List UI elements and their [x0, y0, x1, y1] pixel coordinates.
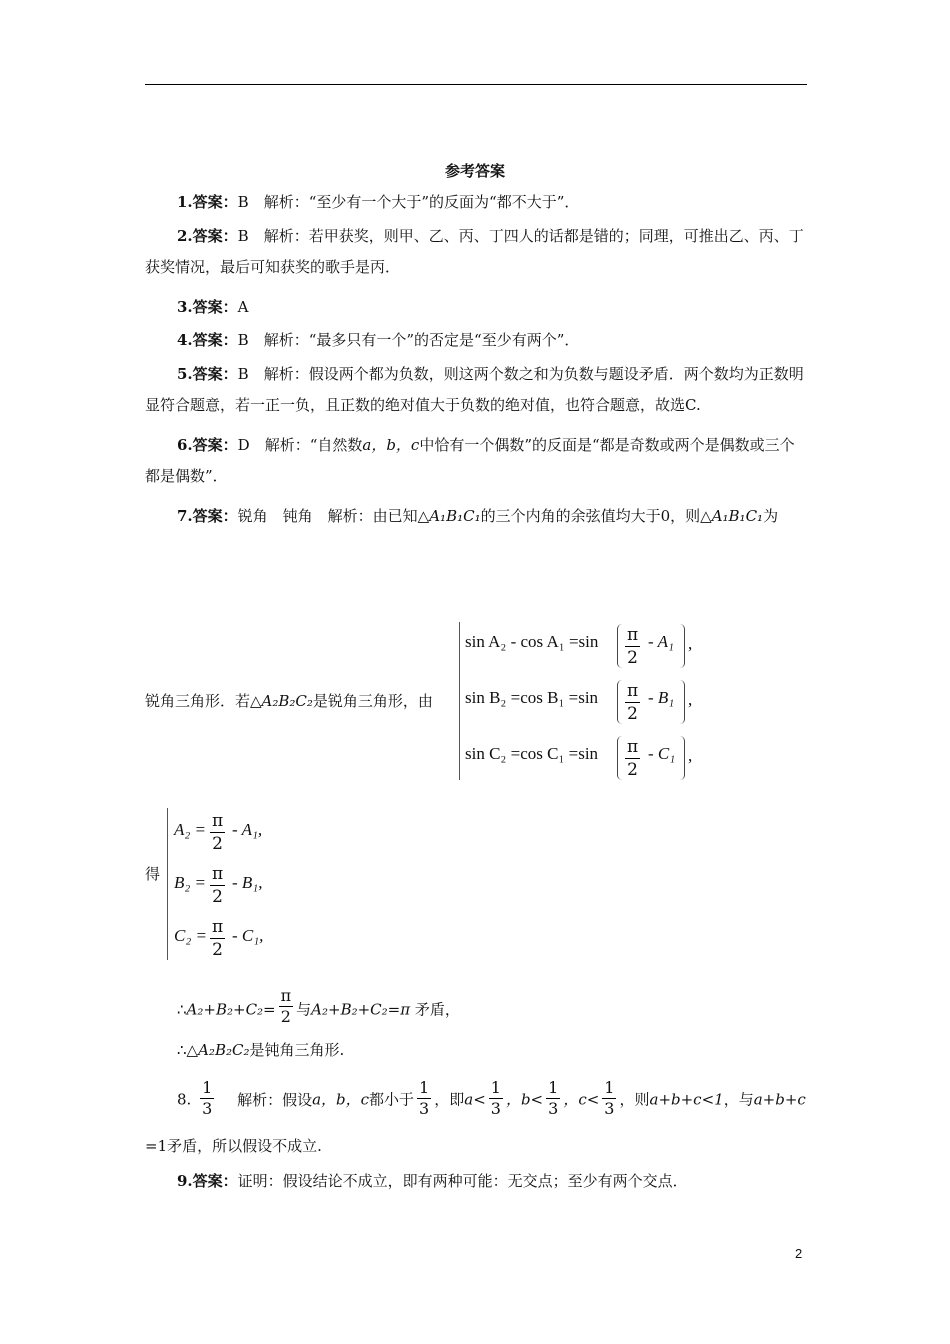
system-brace [459, 622, 463, 780]
denominator: 3 [604, 1099, 615, 1118]
equation-rest [232, 820, 262, 840]
therefore-symbol: ∴ [177, 1000, 187, 1019]
answer-2 [145, 221, 807, 283]
answer-text: 是钝角三角形. [249, 1041, 345, 1059]
answer-7 [145, 501, 807, 532]
answer-label: 3.答案： [177, 298, 238, 316]
fraction [210, 863, 225, 908]
answer-label: 7.答案： [177, 507, 238, 525]
expression: a+b+c [753, 1090, 806, 1109]
page-title: 参考答案 [444, 162, 505, 180]
answer-text: ，即 [434, 1090, 465, 1109]
therefore-symbol: ∴△ [177, 1041, 199, 1059]
numerator: π [280, 986, 292, 1005]
fraction [602, 1078, 616, 1119]
answer-text: 与 [296, 1000, 312, 1019]
variables: a，b，c [312, 1090, 370, 1109]
answer-label: 4.答案： [177, 331, 238, 349]
denominator: 3 [548, 1099, 559, 1118]
page-number: 2 [795, 1246, 803, 1261]
answer-text: B 解析：假设两个都为负数，则这两个数之和为负数与题设矛盾．两个数均为正数明显符合题意，若一正一负，且正数的绝对值大于负数的绝对值，也符合题意，故选C. [145, 365, 804, 414]
answer-text: ，则 [619, 1090, 650, 1109]
fraction [625, 736, 640, 781]
answer-text: 是锐角三角形，由 [312, 692, 433, 710]
denominator: 3 [202, 1099, 213, 1118]
expression: a< [464, 1090, 486, 1109]
denominator: 3 [419, 1099, 430, 1118]
equation-rest [232, 873, 262, 893]
variables: a，b，c [362, 436, 420, 454]
denominator: 2 [212, 887, 223, 907]
right-paren [680, 624, 685, 668]
equation-term: - C₁, [232, 926, 264, 945]
equation-lhs: B₂ = [174, 873, 207, 892]
equation-term: - C₁ [648, 744, 676, 763]
numerator: π [212, 917, 224, 937]
fraction [625, 624, 640, 669]
equation-lhs: A₂ = [174, 820, 207, 839]
fraction [489, 1078, 503, 1119]
equation-rest [232, 926, 263, 946]
triangle-a1b1c1: A₁B₁C₁ [711, 507, 764, 525]
header-rule [145, 84, 807, 85]
equation-row [465, 632, 598, 652]
numerator: 1 [419, 1078, 430, 1097]
fraction [200, 1078, 214, 1119]
triangle-a2b2c2: A₂B₂C₂ [198, 1041, 250, 1059]
equation-rest [648, 632, 674, 652]
answer-label: 5.答案： [177, 365, 238, 383]
denominator: 3 [490, 1099, 501, 1118]
right-paren [680, 680, 685, 724]
fraction [546, 1078, 560, 1119]
answer-text: 中恰有一个偶数”的反面是“都是奇数或两个是偶数或三个都是偶数”． [145, 436, 795, 485]
answer-text: 解析：假设 [237, 1090, 313, 1109]
triangle-a1b1c1: A₁B₁C₁ [429, 507, 481, 525]
equation-term: - A₁, [232, 820, 263, 839]
expression: A₂+B₂+C₂=π [311, 1000, 411, 1019]
numerator: π [212, 811, 224, 831]
triangle-a2b2c2: A₂B₂C₂ [261, 692, 313, 710]
equation-term: - B₁ [648, 688, 675, 707]
answer-3 [145, 292, 807, 323]
left-paren [617, 736, 622, 780]
answer-9 [145, 1166, 807, 1197]
equation-row [465, 744, 598, 764]
numerator: π [627, 625, 639, 645]
answer-text: D 解析：“自然数 [237, 436, 363, 454]
answer-text: A [237, 298, 249, 316]
expression: a+b+c<1 [649, 1090, 724, 1109]
equation-lhs: sin C₂ =cos C₁ =sin [465, 744, 599, 763]
equation-rest [648, 744, 675, 764]
numerator: 1 [490, 1078, 501, 1097]
answer-5 [145, 359, 807, 421]
left-paren [617, 624, 622, 668]
equation-rest [648, 688, 674, 708]
equation-end: , [688, 690, 693, 709]
therefore-line-2 [177, 1035, 797, 1066]
denominator: 2 [212, 834, 223, 854]
equation-row [174, 926, 207, 946]
de-label: 得 [145, 865, 161, 883]
answer-text: 的三个内角的余弦值均大于0，则△ [480, 507, 712, 525]
answer-text: B 解析：“至少有一个大于”的反面为“都不大于”． [237, 193, 580, 211]
answer-text: 证明：假设结论不成立，即有两种可能：无交点；至少有两个交点． [237, 1172, 688, 1190]
left-paren [617, 680, 622, 724]
answer-text: B 解析：“最多只有一个”的否定是“至少有两个”． [237, 331, 580, 349]
numerator: 1 [604, 1078, 615, 1097]
answer-6 [145, 430, 807, 492]
answer-label: 1.答案： [177, 193, 238, 211]
fraction [210, 810, 225, 855]
expression: ，c< [563, 1090, 600, 1109]
answer-label: 2.答案： [177, 227, 238, 245]
denominator: 2 [212, 940, 223, 960]
denominator: 2 [627, 704, 638, 724]
answer-1 [145, 187, 807, 218]
answer-text: 为 [763, 507, 779, 525]
expression: A₂+B₂+C₂= [186, 1000, 276, 1019]
answer-text: 都小于 [369, 1090, 415, 1109]
denominator: 2 [280, 1007, 291, 1026]
equation-end: , [688, 634, 693, 653]
equation-term: - A₁ [648, 632, 674, 651]
equation-row [465, 688, 598, 708]
right-paren [680, 736, 685, 780]
equation-lhs: C₂ = [174, 926, 207, 945]
answer-4 [145, 325, 807, 356]
numerator: π [627, 681, 639, 701]
numerator: 1 [202, 1078, 213, 1097]
equation-lhs: sin A₂ - cos A₁ =sin [465, 632, 599, 651]
equation-row [174, 820, 206, 840]
expression: ，b< [505, 1090, 544, 1109]
answer-text: 矛盾， [414, 1000, 460, 1019]
fraction [279, 986, 294, 1027]
answer-text: 锐角三角形．若△ [145, 692, 262, 710]
denominator: 2 [627, 760, 638, 780]
answer-text: 锐角 钝角 解析：由已知△ [237, 507, 430, 525]
system-brace [167, 808, 171, 960]
fraction [625, 680, 640, 725]
answer-number: 8. [177, 1090, 192, 1109]
denominator: 2 [627, 648, 638, 668]
numerator: π [627, 737, 639, 757]
numerator: π [212, 864, 224, 884]
fraction [417, 1078, 431, 1119]
answer-8 [177, 1080, 807, 1130]
answer-8-line-2: =1矛盾，所以假设不成立. [145, 1137, 322, 1155]
numerator: 1 [548, 1078, 559, 1097]
answer-label: 9.答案： [177, 1172, 238, 1190]
fraction [210, 916, 225, 961]
equation-lhs: sin B₂ =cos B₁ =sin [465, 688, 599, 707]
answer-text: B 解析：若甲获奖，则甲、乙、丙、丁四人的话都是错的；同理，可推出乙、丙、丁获奖情况，最后可知获奖的歌手是丙． [145, 227, 804, 276]
equation-term: - B₁, [232, 873, 263, 892]
equation-end: , [688, 746, 693, 765]
answer-label: 6.答案： [177, 436, 238, 454]
equation-row [174, 873, 206, 893]
answer-text: ，与 [723, 1090, 754, 1109]
